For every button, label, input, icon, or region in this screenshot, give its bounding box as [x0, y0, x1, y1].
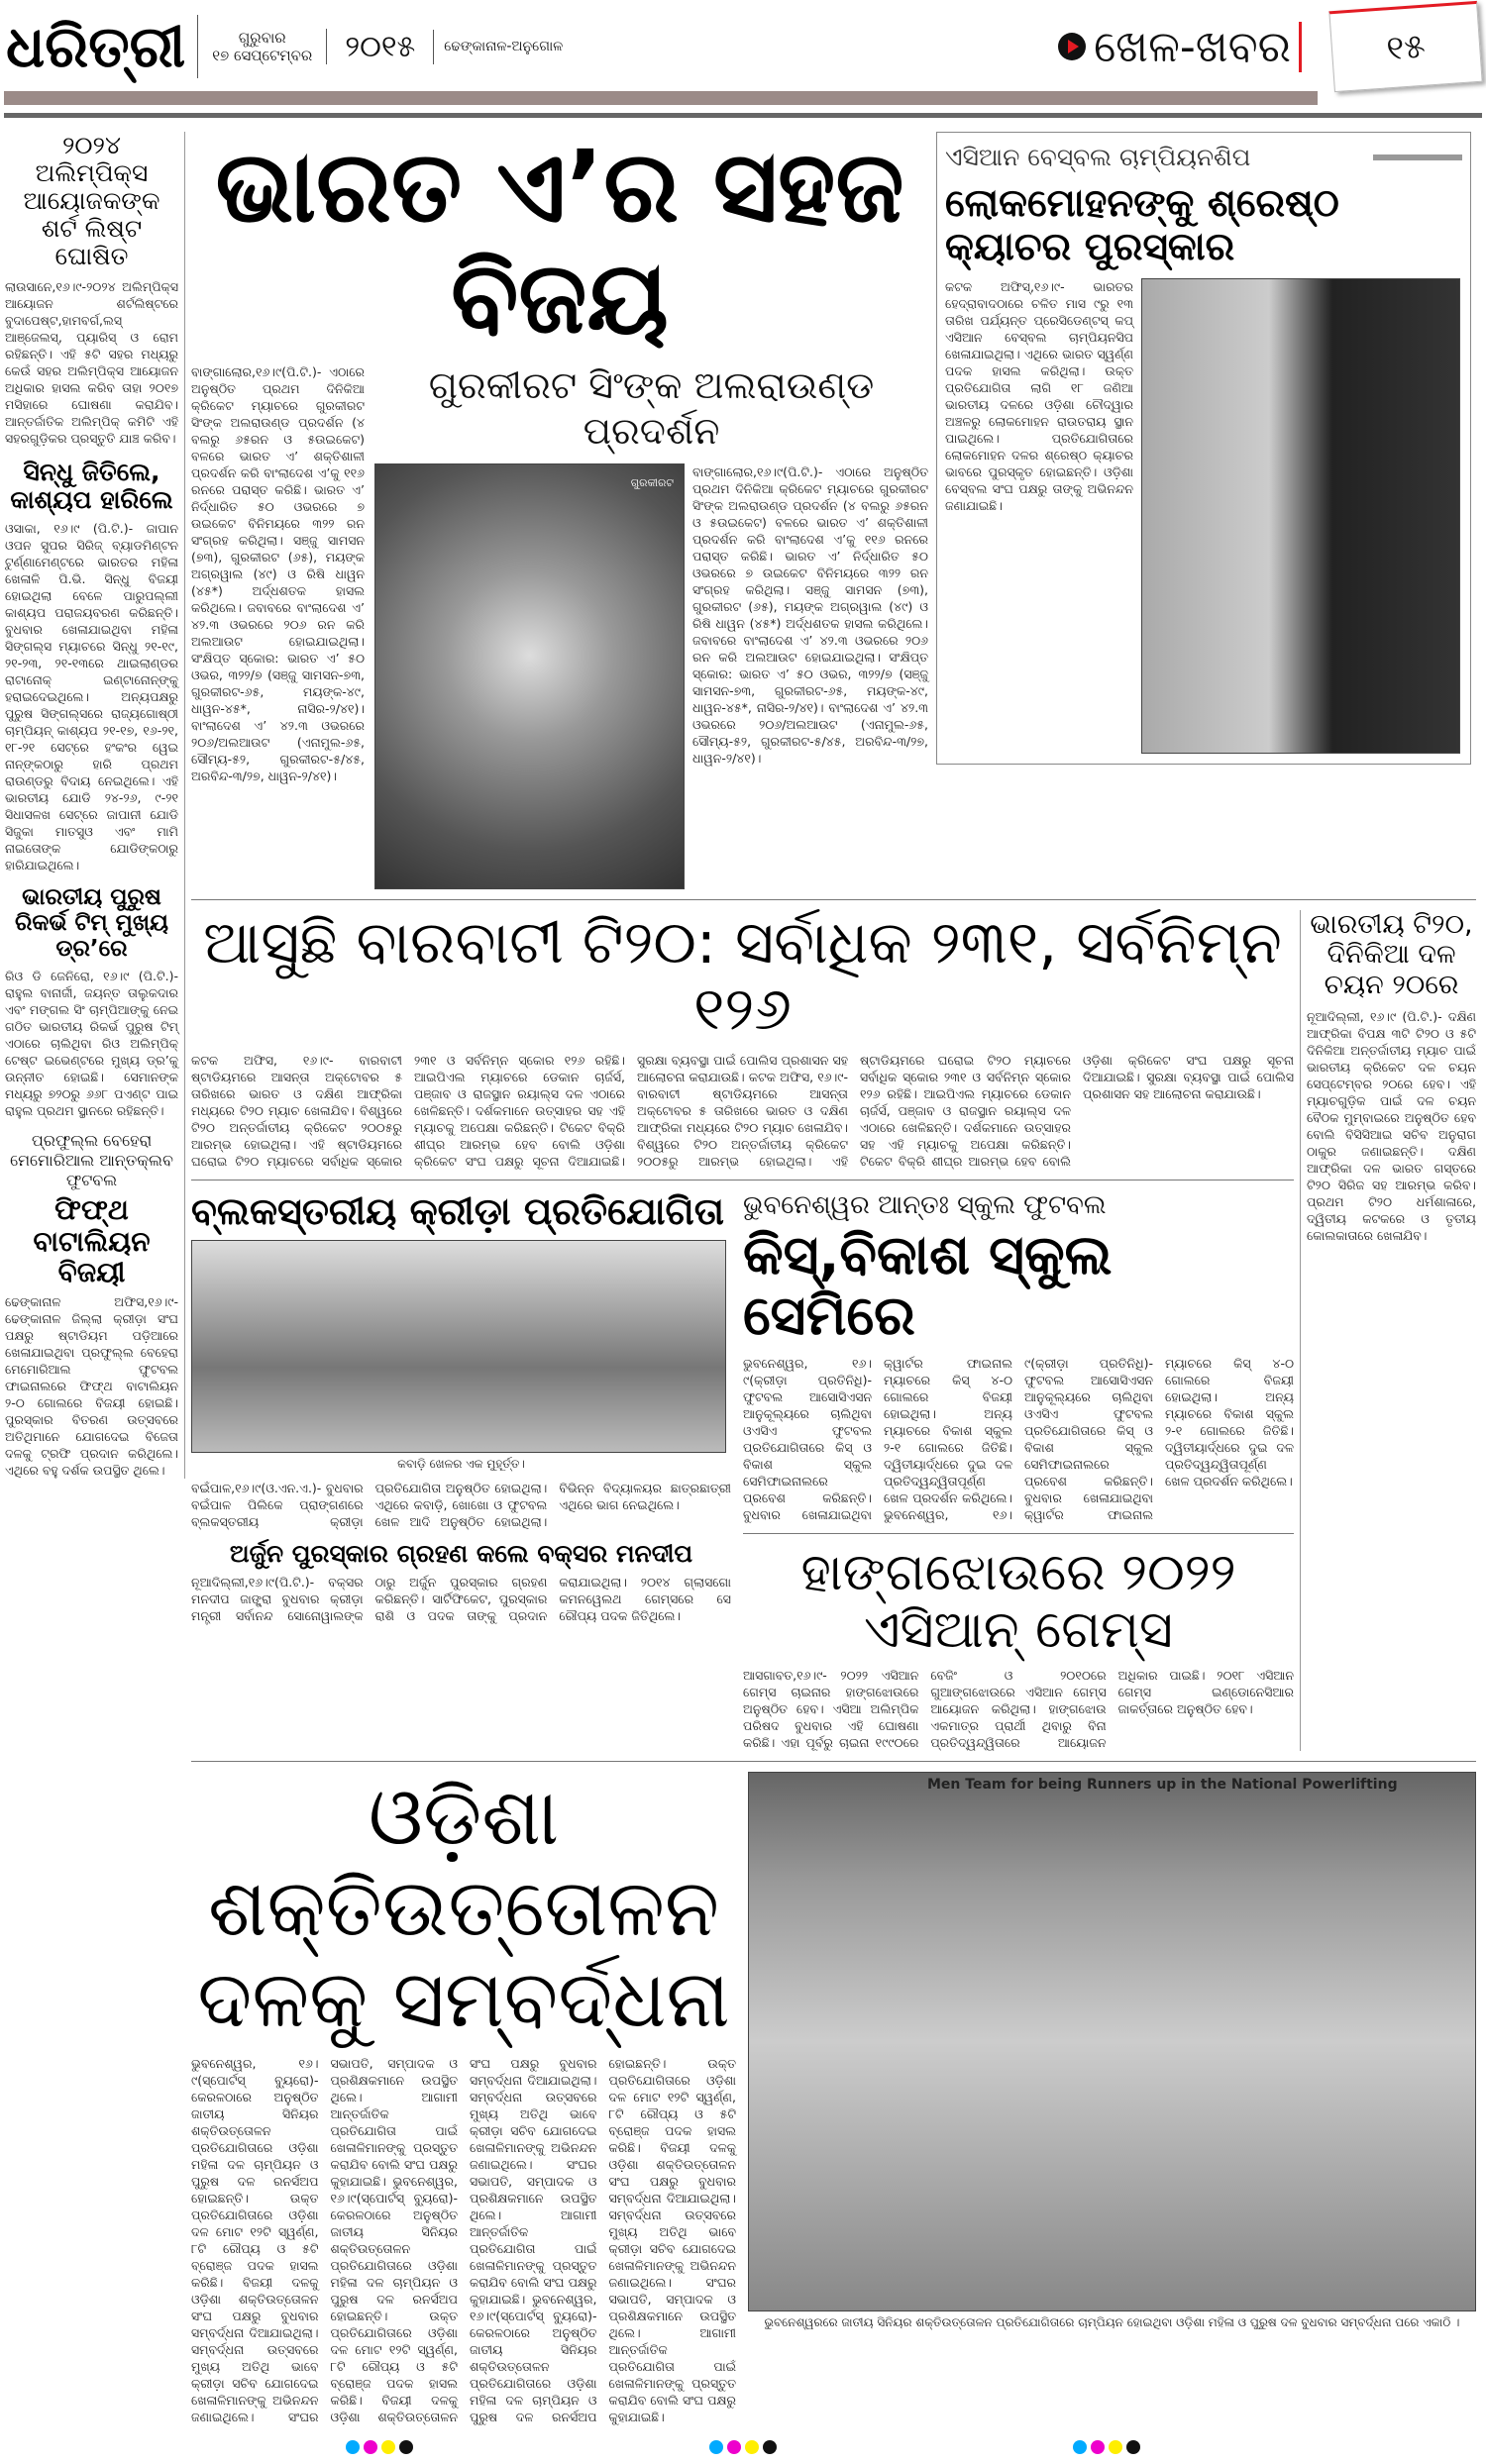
lead-headline: ଭାରତ ଏ’ର ସହଜ ବିଜୟ: [215, 129, 904, 356]
lead-subheadline: ଗୁରକୀରଟ ସିଂଙ୍କ ଅଲରାଉଣ୍ଡ ପ୍ରଦର୍ଶନ: [428, 363, 875, 453]
t20-body: କଟକ ଅଫିସ, ୧୬।୯- ବାରବାଟୀ ଷ୍ଟାଡିୟମରେ ଆସନ୍ତା ଅକ୍ଟୋବର ୫ ତାରିଖରେ ଭାରତ ଓ ଦକ୍ଷିଣ ଆଫ୍ରିକା ମଧ୍ୟରେ ଟି୨୦ ମ୍ୟାଚ ଖେଳାଯିବ। ବିଶ୍ୱରେ ଟି୨୦ ଅନ୍ତର୍ଜାତୀୟ କ୍ରିକେଟ ୨୦୦୫ରୁ ଆରମ୍ଭ ହୋଇଥିଲା। ଏହି ଷ୍ଟାଡିୟମରେ ଘରୋଇ ଟି୨୦ ମ୍ୟାଚରେ ସର୍ବାଧିକ ସ୍କୋର ୨୩୧ ଓ ସର୍ବନିମ୍ନ ସ୍କୋର ୧୨୬ ରହିଛି। ଆଇପିଏଲ ମ୍ୟାଚରେ ଡେକାନ ଚାର୍ଜର୍ସ, ପଞ୍ଜାବ ଓ ରାଜସ୍ଥାନ ରୟାଲ୍ସ ଦଳ ଏଠାରେ ଖେଳିଛନ୍ତି। ଦର୍ଶକମାନେ ଉତ୍ସାହର ସହ ଏହି ମ୍ୟାଚକୁ ଅପେକ୍ଷା କରିଛନ୍ତି। ଟିକେଟ ବିକ୍ରି ଶୀଘ୍ର ଆରମ୍ଭ ହେବ ବୋଲି ଓଡ଼ିଶା କ୍ରିକେଟ ସଂଘ ପକ୍ଷରୁ ସୂଚନା ଦିଆଯାଇଛି। ସୁରକ୍ଷା ବ୍ୟବସ୍ଥା ପାଇଁ ପୋଲିସ ପ୍ରଶାସନ ସହ ଆଲୋଚନା କରାଯାଉଛି। କଟକ ଅଫିସ, ୧୬।୯- ବାରବାଟୀ ଷ୍ଟାଡିୟମରେ ଆସନ୍ତା ଅକ୍ଟୋବର ୫ ତାରିଖରେ ଭାରତ ଓ ଦକ୍ଷିଣ ଆଫ୍ରିକା ମଧ୍ୟରେ ଟି୨୦ ମ୍ୟାଚ ଖେଳାଯିବ। ବିଶ୍ୱରେ ଟି୨୦ ଅନ୍ତର୍ଜାତୀୟ କ୍ରିକେଟ ୨୦୦୫ରୁ ଆରମ୍ଭ ହୋଇଥିଲା। ଏହି ଷ୍ଟାଡିୟମରେ ଘରୋଇ ଟି୨୦ ମ୍ୟାଚରେ ସର୍ବାଧିକ ସ୍କୋର ୨୩୧ ଓ ସର୍ବନିମ୍ନ ସ୍କୋର ୧୨୬ ରହିଛି। ଆଇପିଏଲ ମ୍ୟାଚରେ ଡେକାନ ଚାର୍ଜର୍ସ, ପଞ୍ଜାବ ଓ ରାଜସ୍ଥାନ ରୟାଲ୍ସ ଦଳ ଏଠାରେ ଖେଳିଛନ୍ତି। ଦର୍ଶକମାନେ ଉତ୍ସାହର ସହ ଏହି ମ୍ୟାଚକୁ ଅପେକ୍ଷା କରିଛନ୍ତି। ଟିକେଟ ବିକ୍ରି ଶୀଘ୍ର ଆରମ୍ଭ ହେବ ବୋଲି ଓଡ଼ିଶା କ୍ରିକେଟ ସଂଘ ପକ୍ଷରୁ ସୂଚନା ଦିଆଯାଇଛି। ସୁରକ୍ଷା ବ୍ୟବସ୍ଥା ପାଇଁ ପୋଲିସ ପ୍ରଶାସନ ସହ ଆଲୋଚନା କରାଯାଉଛି।: [191, 1052, 1294, 1169]
sindhu-body: ଓସାକା, ୧୬।୯ (ପି.ଟି.)- ଜାପାନ ଓପନ ସୁପର ସିରିଜ୍ ବ୍ୟାଡମିଣ୍ଟନ ଟୁର୍ଣ୍ଣାମେଣ୍ଟରେ ଭାରତର ମହିଳା ଖେଳାଳି ପି.ଭି. ସିନ୍ଧୁ ବିଜୟୀ ହୋଇଥିଲା ବେଳେ ପାରୁପଲ୍ଲୀ କାଶ୍ୟପ ପରାଜୟବରଣ କରିଛନ୍ତି। ବୁଧବାର ଖେଳାଯାଇଥିବା ମହିଳା ସିଙ୍ଗଲ୍ସ ମ୍ୟାଚରେ ସିନ୍ଧୁ ୨୧-୧୯, ୨୧-୨୩, ୨୧-୧୩ରେ ଥାଇଲାଣ୍ଡର ରାଟାନୋକ୍ ଇଣ୍ଟାନୋନ୍‌ଙ୍କୁ ହରାଇଦେଇଥିଲେ। ଅନ୍ୟପକ୍ଷରୁ ପୁରୁଷ ସିଙ୍ଗଲ୍ସରେ ରାଜ୍ୟଗୋଷ୍ଠୀ ଚାମ୍ପିୟନ୍ କାଶ୍ୟପ ୨୧-୧୭, ୧୬-୨୧, ୧୮-୨୧ ସେଟ୍‌ରେ ହଂକଂର ୱେଇ ନାନ୍‌ଙ୍କଠାରୁ ହାରି ପ୍ରଥମ ରାଉଣ୍ଡରୁ ବିଦାୟ ନେଇଥିଲେ। ଏହି ଭାରତୀୟ ଯୋଡି ୨୪-୨୬, ୯-୨୧ ସିଧାସଳଖ ସେଟ୍‌ରେ ଜାପାନୀ ଯୋଡି ସିଜୁକା ମାତସୁଓ ଏବଂ ମାମି ନାଇତୋଙ୍କ ଯୋଡିଙ୍କଠାରୁ ହାରିଯାଇଥିଲେ।: [5, 521, 178, 873]
lead-photo-cricketer: [374, 463, 685, 889]
battalion-body: ଢେଙ୍କାନାଳ ଅଫିସ,୧୬।୯- ଢେଙ୍କାନାଳ ଜିଲ୍ଲା କ୍ରୀଡ଼ା ସଂଘ ପକ୍ଷରୁ ଷ୍ଟାଡିୟମ ପଡ଼ିଆରେ ଖେଳାଯାଇଥିବା ପ୍ରଫୁଲ୍ଲ ବେହେରା ମେମୋରିଆଲ ଫୁଟବଲ ଫାଇନାଲରେ ଫିଫ୍ଥ ବାଟାଲିୟନ ୨-୦ ଗୋଲରେ ବିଜୟୀ ହୋଇଛି। ପୁରସ୍କାର ବିତରଣ ଉତ୍ସବରେ ଅତିଥିମାନେ ଯୋଗଦେଇ ବିଜେତା ଦଳକୁ ଟ୍ରଫି ପ୍ରଦାନ କରିଥିଲେ। ଏଥିରେ ବହୁ ଦର୍ଶକ ଉପସ୍ଥିତ ଥିଲେ।: [5, 1294, 178, 1479]
t20-headline: ଆସୁଛି ବାରବାଟୀ ଟି୨୦: ସର୍ବାଧିକ ୨୩୧, ସର୍ବନିମ୍ନ ୧୨୬: [203, 908, 1282, 1045]
powerlifting-caption: ଭୁବନେଶ୍ୱରରେ ଜାତୀୟ ସିନିୟର ଶକ୍ତିଉତ୍ତୋଳନ ପ୍ରତିଯୋଗିତାରେ ଚାମ୍ପିୟନ ହୋଇଥିବା ଓଡ଼ିଶା ମହିଳା ଓ ପୁରୁଷ ଦଳ ବୁଧବାର ସମ୍ବର୍ଦ୍ଧନା ପରେ ଏକାଠି ।: [764, 2315, 1460, 2330]
powerlifting-headline: ଓଡ଼ିଶା ଶକ୍ତିଉତ୍ତୋଳନ ଦଳକୁ ସମ୍ବର୍ଦ୍ଧନା: [197, 1771, 730, 2046]
olympics-headline: ୨୦୨୪ ଅଲିମ୍ପିକ୍ସ ଆୟୋଜକଙ୍କ ଶର୍ଟ ଲିଷ୍ଟ ଘୋଷିତ: [23, 131, 160, 270]
edition-name: ଢେଙ୍କାନାଳ-ଅନୁଗୋଳ: [444, 39, 564, 54]
header-band: [4, 91, 1318, 105]
block-sports-body: ବଇଁପାଳ,୧୬।୯(ଓ.ଏନ.ଏ.)- ବୁଧବାର ବଇଁପାଳ ପିଲିକେ ପ୍ରାଙ୍ଗଣରେ ବ୍ଲକସ୍ତରୀୟ କ୍ରୀଡ଼ା ପ୍ରତିଯୋଗିତା ଅନୁଷ୍ଠିତ ହୋଇଥିଲା। ଏଥିରେ କବାଡ଼ି, ଖୋଖୋ ଓ ଫୁଟବଲ ଖେଳ ଆଦି ଅନୁଷ୍ଠିତ ହୋଇଥିଲା। ବିଭିନ୍ନ ବିଦ୍ୟାଳୟର ଛାତ୍ରଛାତ୍ରୀ ଏଥିରେ ଭାଗ ନେଇଥିଲେ।: [191, 1481, 731, 1530]
baseball-box: [936, 132, 1471, 765]
squad-body: ନୂଆଦିଲ୍ଲୀ, ୧୬।୯ (ପି.ଟି.)- ଦକ୍ଷିଣ ଆଫ୍ରିକା ବିପକ୍ଷ ୩ଟି ଟି୨୦ ଓ ୫ଟି ଦିନିକିଆ ଅନ୍ତର୍ଜାତୀୟ ମ୍ୟାଚ ପାଇଁ ଭାରତୀୟ କ୍ରିକେଟ ଦଳ ଚୟନ ସେପ୍ଟେମ୍ବର ୨୦ରେ ହେବ। ଏହି ମ୍ୟାଚଗୁଡ଼ିକ ପାଇଁ ଦଳ ଚୟନ ବୈଠକ ମୁମ୍ବାଇରେ ଅନୁଷ୍ଠିତ ହେବ ବୋଲି ବିସିସିଆଇ ସଚିବ ଅନୁରାଗ ଠାକୁର ଜଣାଇଛନ୍ତି। ଦକ୍ଷିଣ ଆଫ୍ରିକା ଦଳ ଭାରତ ଗସ୍ତରେ ଟି୨୦ ସିରିଜ ସହ ଆରମ୍ଭ କରିବ। ପ୍ରଥମ ଟି୨୦ ଧର୍ମଶାଳାରେ, ଦ୍ୱିତୀୟ କଟକରେ ଓ ତୃତୀୟ କୋଲକାତାରେ ଖେଳାଯିବ।: [1307, 1008, 1476, 1243]
photo-label: ଗୁରକୀରଟ: [630, 476, 674, 490]
arjuna-body: ନୂଆଦିଲ୍ଲୀ,୧୬।୯(ପି.ଟି.)- ବକ୍ସର ମନଦୀପ ଜାଙ୍ଗ୍ରା ବୁଧବାର କ୍ରୀଡ଼ା ମନ୍ତ୍ରୀ ସର୍ବାନନ୍ଦ ସୋନୋୱାଲଙ୍କ ଠାରୁ ଅର୍ଜୁନ ପୁରସ୍କାର ଗ୍ରହଣ କରିଛନ୍ତି। ସାର୍ଟିଫିକେଟ, ପୁରସ୍କାର ରାଶି ଓ ପଦକ ତାଙ୍କୁ ପ୍ରଦାନ କରାଯାଇଥିଲା। ୨୦୧୪ ଗ୍ଲାସଗୋ କମନୱେଲଥ ଗେମ୍ସରେ ସେ ରୌପ୍ୟ ପଦକ ଜିତିଥିଲେ।: [191, 1575, 731, 1624]
kis-kicker: ଭୁବନେଶ୍ୱର ଆନ୍ତଃ ସ୍କୁଲ ଫୁଟବଲ: [743, 1189, 1107, 1220]
powerlifting-team-photo: [748, 1772, 1476, 2311]
recurve-body: ରିଓ ଡି ଜେନିରୋ, ୧୬।୯ (ପି.ଟି.)- ରାହୁଲ ବାନାର୍ଜୀ, ଜୟନ୍ତ ତାଲୁକଦାର ଏବଂ ମଙ୍ଗଲ ସିଂ ଚାମ୍ପିଆଙ୍କୁ ନେଇ ଗଠିତ ଭାରତୀୟ ରିକର୍ଭ ପୁରୁଷ ଟିମ୍ ଏଠାରେ ଚାଲିଥିବା ରିଓ ଅଲିମ୍ପିକ୍ ଟେଷ୍ଟ ଇଭେଣ୍ଟରେ ମୁଖ୍ୟ ଡ୍ର’କୁ ଉନ୍ନୀତ ହୋଇଛି। ସେମାନଙ୍କ ମଧ୍ୟରୁ ୭୨୦ରୁ ୬୬୮ ପଏଣ୍ଟ ପାଇ ରାହୁଲ ପ୍ରଥମ ସ୍ଥାନରେ ରହିଛନ୍ତି।: [5, 969, 178, 1119]
header-rule: [4, 113, 1482, 118]
masthead: [0, 0, 1486, 87]
sindhu-headline: ସିନ୍ଧୁ ଜିତିଲେ, କାଶ୍ୟପ ହାରିଲେ: [10, 458, 173, 514]
play-bullet-icon: [1058, 33, 1086, 60]
asian-games-headline: ହାଙ୍ଗଝୋଉରେ ୨୦୨୨ ଏସିଆନ୍ ଗେମ୍ସ: [800, 1542, 1236, 1660]
page-number: ୧୫: [1385, 26, 1427, 69]
print-registration-marks: [0, 2425, 1486, 2464]
page-number-tab: [1328, 1, 1482, 92]
block-sports-headline: ବ୍ଲକସ୍ତରୀୟ କ୍ରୀଡ଼ା ପ୍ରତିଯୋଗିତା: [191, 1188, 724, 1233]
football-kicker: ପ୍ରଫୁଲ୍ଲ ବେହେରା ମେମୋରିଆଲ ଆନ୍ତକ୍ଲବ ଫୁଟବଲ: [10, 1131, 173, 1190]
issue-day: ଗୁରୁବାର: [238, 29, 286, 47]
arjuna-headline: ଅର୍ଜୁନ ପୁରସ୍କାର ଗ୍ରହଣ କଲେ ବକ୍ସର ମନଦୀପ: [229, 1539, 693, 1569]
baseball-headline: ଲୋକମୋହନଙ୍କୁ ଶ୍ରେଷ୍ଠ କ୍ୟାଚର ପୁରସ୍କାର: [945, 181, 1339, 269]
section-title: ଖେଳ-ଖବର: [1094, 22, 1302, 72]
baseball-photo-lokamohan: [1141, 278, 1460, 754]
olympics-body: ଲାଉସାନେ,୧୬।୯-୨୦୨୪ ଅଲିମ୍ପିକ୍ସ ଆୟୋଜନ ଶର୍ଟଲିଷ୍ଟରେ ବୁଦାପେଷ୍ଟ,ହାମବର୍ଗ,ଲସ୍ ଆଞ୍ଜେଲସ୍, ପ୍ୟାରିସ୍ ଓ ରୋମ ରହିଛନ୍ତି। ଏହି ୫ଟି ସହର ମଧ୍ୟରୁ କେଉଁ ସହର ଅଲିମ୍ପିକ୍ସ ଆୟୋଜନ ଅଧିକାର ହାସଲ କରିବ ତାହା ୨୦୧୭ ମସିହାରେ ଘୋଷଣା କରାଯିବ। ଆନ୍ତର୍ଜାତିକ ଅଲିମ୍ପିକ୍ କମିଟି ଏହି ସହରଗୁଡ଼ିକର ପ୍ରସ୍ତୁତି ଯାଞ୍ଚ କରିବ।: [5, 279, 178, 446]
newspaper-logo: ଧରିତ୍ରୀ: [6, 15, 198, 79]
kis-headline: କିସ୍,ବିକାଶ ସ୍କୁଲ ସେମିରେ: [743, 1222, 1113, 1348]
asian-games-body: ଆସଗାବତ,୧୬।୯- ୨୦୨୨ ଏସିଆନ ଗେମ୍ସ ଚାଇନାର ହାଙ୍ଗଝୋଉରେ ଅନୁଷ୍ଠିତ ହେବ। ଏସିଆ ଅଲିମ୍ପିକ ପରିଷଦ ବୁଧବାର ଏହି ଘୋଷଣା କରିଛି। ଏହା ପୂର୍ବରୁ ଚାଇନା ୧୯୯୦ରେ ବେଜିଂ ଓ ୨୦୧୦ରେ ଗୁଆଙ୍ଗଝୋଉରେ ଏସିଆନ ଗେମ୍ସ ଆୟୋଜନ କରିଥିଲା। ହାଙ୍ଗଝୋଉ ଏକମାତ୍ର ପ୍ରାର୍ଥୀ ଥିବାରୁ ବିନା ପ୍ରତିଦ୍ୱନ୍ଦ୍ୱିତାରେ ଆୟୋଜନ ଅଧିକାର ପାଇଛି। ୨୦୧୮ ଏସିଆନ ଗେମ୍ସ ଇଣ୍ଡୋନେସିଆର ଜାକର୍ତ୍ତାରେ ଅନୁଷ୍ଠିତ ହେବ।: [743, 1668, 1294, 1751]
powerlifting-body: ଭୁବନେଶ୍ୱର, ୧୬।୯(ସ୍ପୋର୍ଟସ୍ ବ୍ୟୁରୋ)- କେରଳଠାରେ ଅନୁଷ୍ଠିତ ଜାତୀୟ ସିନିୟର ଶକ୍ତିଉତ୍ତୋଳନ ପ୍ରତିଯୋଗିତାରେ ଓଡ଼ିଶା ମହିଳା ଦଳ ଚାମ୍ପିୟନ ଓ ପୁରୁଷ ଦଳ ରନର୍ସଅପ ହୋଇଛନ୍ତି। ଉକ୍ତ ପ୍ରତିଯୋଗିତାରେ ଓଡ଼ିଶା ଦଳ ମୋଟ ୧୨ଟି ସ୍ୱର୍ଣ୍ଣ, ୮ଟି ରୌପ୍ୟ ଓ ୫ଟି ବ୍ରୋଞ୍ଜ ପଦକ ହାସଲ କରିଛି। ବିଜୟୀ ଦଳକୁ ଓଡ଼ିଶା ଶକ୍ତିଉତ୍ତୋଳନ ସଂଘ ପକ୍ଷରୁ ବୁଧବାର ସମ୍ବର୍ଦ୍ଧନା ଦିଆଯାଇଥିଲା। ସମ୍ବର୍ଦ୍ଧନା ଉତ୍ସବରେ ମୁଖ୍ୟ ଅତିଥି ଭାବେ କ୍ରୀଡ଼ା ସଚିବ ଯୋଗଦେଇ ଖେଳାଳିମାନଙ୍କୁ ଅଭିନନ୍ଦନ ଜଣାଇଥିଲେ। ସଂଘର ସଭାପତି, ସମ୍ପାଦକ ଓ ପ୍ରଶିକ୍ଷକମାନେ ଉପସ୍ଥିତ ଥିଲେ। ଆଗାମୀ ଆନ୍ତର୍ଜାତିକ ପ୍ରତିଯୋଗିତା ପାଇଁ ଖେଳାଳିମାନଙ୍କୁ ପ୍ରସ୍ତୁତ କରାଯିବ ବୋଲି ସଂଘ ପକ୍ଷରୁ କୁହାଯାଇଛି। ଭୁବନେଶ୍ୱର, ୧୬।୯(ସ୍ପୋର୍ଟସ୍ ବ୍ୟୁରୋ)- କେରଳଠାରେ ଅନୁଷ୍ଠିତ ଜାତୀୟ ସିନିୟର ଶକ୍ତିଉତ୍ତୋଳନ ପ୍ରତିଯୋଗିତାରେ ଓଡ଼ିଶା ମହିଳା ଦଳ ଚାମ୍ପିୟନ ଓ ପୁରୁଷ ଦଳ ରନର୍ସଅପ ହୋଇଛନ୍ତି। ଉକ୍ତ ପ୍ରତିଯୋଗିତାରେ ଓଡ଼ିଶା ଦଳ ମୋଟ ୧୨ଟି ସ୍ୱର୍ଣ୍ଣ, ୮ଟି ରୌପ୍ୟ ଓ ୫ଟି ବ୍ରୋଞ୍ଜ ପଦକ ହାସଲ କରିଛି। ବିଜୟୀ ଦଳକୁ ଓଡ଼ିଶା ଶକ୍ତିଉତ୍ତୋଳନ ସଂଘ ପକ୍ଷରୁ ବୁଧବାର ସମ୍ବର୍ଦ୍ଧନା ଦିଆଯାଇଥିଲା। ସମ୍ବର୍ଦ୍ଧନା ଉତ୍ସବରେ ମୁଖ୍ୟ ଅତିଥି ଭାବେ କ୍ରୀଡ଼ା ସଚିବ ଯୋଗଦେଇ ଖେଳାଳିମାନଙ୍କୁ ଅଭିନନ୍ଦନ ଜଣାଇଥିଲେ। ସଂଘର ସଭାପତି, ସମ୍ପାଦକ ଓ ପ୍ରଶିକ୍ଷକମାନେ ଉପସ୍ଥିତ ଥିଲେ। ଆଗାମୀ ଆନ୍ତର୍ଜାତିକ ପ୍ରତିଯୋଗିତା ପାଇଁ ଖେଳାଳିମାନଙ୍କୁ ପ୍ରସ୍ତୁତ କରାଯିବ ବୋଲି ସଂଘ ପକ୍ଷରୁ କୁହାଯାଇଛି। ଭୁବନେଶ୍ୱର, ୧୬।୯(ସ୍ପୋର୍ଟସ୍ ବ୍ୟୁରୋ)- କେରଳଠାରେ ଅନୁଷ୍ଠିତ ଜାତୀୟ ସିନିୟର ଶକ୍ତିଉତ୍ତୋଳନ ପ୍ରତିଯୋଗିତାରେ ଓଡ଼ିଶା ମହିଳା ଦଳ ଚାମ୍ପିୟନ ଓ ପୁରୁଷ ଦଳ ରନର୍ସଅପ ହୋଇଛନ୍ତି। ଉକ୍ତ ପ୍ରତିଯୋଗିତାରେ ଓଡ଼ିଶା ଦଳ ମୋଟ ୧୨ଟି ସ୍ୱର୍ଣ୍ଣ, ୮ଟି ରୌପ୍ୟ ଓ ୫ଟି ବ୍ରୋଞ୍ଜ ପଦକ ହାସଲ କରିଛି। ବିଜୟୀ ଦଳକୁ ଓଡ଼ିଶା ଶକ୍ତିଉତ୍ତୋଳନ ସଂଘ ପକ୍ଷରୁ ବୁଧବାର ସମ୍ବର୍ଦ୍ଧନା ଦିଆଯାଇଥିଲା। ସମ୍ବର୍ଦ୍ଧନା ଉତ୍ସବରେ ମୁଖ୍ୟ ଅତିଥି ଭାବେ କ୍ରୀଡ଼ା ସଚିବ ଯୋଗଦେଇ ଖେଳାଳିମାନଙ୍କୁ ଅଭିନନ୍ଦନ ଜଣାଇଥିଲେ। ସଂଘର ସଭାପତି, ସମ୍ପାଦକ ଓ ପ୍ରଶିକ୍ଷକମାନେ ଉପସ୍ଥିତ ଥିଲେ। ଆଗାମୀ ଆନ୍ତର୍ଜାତିକ ପ୍ରତିଯୋଗିତା ପାଇଁ ଖେଳାଳିମାନଙ୍କୁ ପ୍ରସ୍ତୁତ କରାଯିବ ବୋଲି ସଂଘ ପକ୍ଷରୁ କୁହାଯାଇଛି।: [191, 2056, 736, 2425]
photo-banner-text: Men Team for being Runners up in the National Powerlifting: [927, 1777, 1398, 1794]
battalion-headline: ଫିଫ୍ଥ ବାଟାଲିୟନ ବିଜୟୀ: [33, 1193, 151, 1288]
squad-headline: ଭାରତୀୟ ଟି୨୦, ଦିନିକିଆ ଦଳ ଚୟନ ୨୦ରେ: [1310, 909, 1473, 1000]
baseball-body: କଟକ ଅଫିସ୍,୧୬।୯- ଭାରତର ହେଦ୍ରାବାଦଠାରେ ଚଳିତ ମାସ ୯ରୁ ୧୩ ତାରିଖ ପର୍ଯ୍ୟନ୍ତ ପ୍ରେସିଡେଣ୍ଟସ୍ କପ୍ ଏସିଆନ ବେସ୍‌ବଲ ଚାମ୍ପିୟନସିପ ଖେଳାଯାଇଥିଲା। ଏଥିରେ ଭାରତ ସ୍ୱର୍ଣ୍ଣ ପଦକ ହାସଲ କରିଥିଲା। ଉକ୍ତ ପ୍ରତିଯୋଗିତା ଲାଗି ୧୮ ଜଣିଆ ଭାରତୀୟ ଦଳରେ ଓଡ଼ିଶା ଚୌଦ୍ୱାର ଅଞ୍ଚଳରୁ ଲୋକମୋହନ ରାଉତରାୟ ସ୍ଥାନ ପାଇଥିଲେ। ପ୍ରତିଯୋଗିତାରେ ଲୋକମୋହନ ଦଳର ଶ୍ରେଷ୍ଠ କ୍ୟାଚର ଭାବରେ ପୁରସ୍କୃତ ହୋଇଛନ୍ତି। ଓଡ଼ିଶା ବେସ୍‌ବଲ ସଂଘ ପକ୍ଷରୁ ତାଙ୍କୁ ଅଭିନନ୍ଦନ ଜଣାଯାଇଛି।: [945, 279, 1133, 514]
lead-story: [191, 129, 936, 889]
recurve-headline: ଭାରତୀୟ ପୁରୁଷ ରିକର୍ଭ ଟିମ୍ ମୁଖ୍ୟ ଡ୍ର’ରେ: [14, 884, 169, 962]
issue-date: ୧୭ ସେପ୍ଟେମ୍ବର: [212, 47, 313, 64]
issue-year: ୨୦୧୫: [327, 30, 434, 64]
baseball-kicker: ଏସିଆନ ବେସ୍‌ବଲ ଚାମ୍ପିୟନଶିପ: [945, 143, 1251, 171]
left-column: [5, 132, 185, 1479]
kabaddi-photo: [191, 1240, 726, 1453]
lead-body-left: ବାଙ୍ଗାଲୋର,୧୬।୯(ପି.ଟି.)- ଏଠାରେ ଅନୁଷ୍ଠିତ ପ୍ରଥମ ଦିନିକିଆ କ୍ରିକେଟ ମ୍ୟାଚରେ ଗୁରକୀରଟ ସିଂଙ୍କ ଅଲରାଉଣ୍ଡ ପ୍ରଦର୍ଶନ (୪ ବଲରୁ ୬୫ରନ ଓ ୫ଉଇକେଟ) ବଳରେ ଭାରତ ଏ’ ଶକ୍ତିଶାଳୀ ପ୍ରଦର୍ଶନ କରି ବାଂଲାଦେଶ ଏ’କୁ ୧୧୬ ରନରେ ପରାସ୍ତ କରିଛି। ଭାରତ ଏ’ ନିର୍ଦ୍ଧାରିତ ୫୦ ଓଭରରେ ୭ ଉଇକେଟ ବିନିମୟରେ ୩୨୨ ରନ ସଂଗ୍ରହ କରିଥିଲା। ସଞ୍ଜୁ ସାମସନ (୭୩), ଗୁରକୀରଟ (୬୫), ମୟଙ୍କ ଅଗ୍ରୱାଲ (୪୯) ଓ ରିଷି ଧାୱନ (୪୫*) ଅର୍ଦ୍ଧଶତକ ହାସଲ କରିଥିଲେ। ଜବାବରେ ବାଂଲାଦେଶ ଏ’ ୪୨.୩ ଓଭରରେ ୨୦୬ ରନ କରି ଅଲଆଉଟ ହୋଇଯାଇଥିଲା। ସଂକ୍ଷିପ୍ତ ସ୍କୋର: ଭାରତ ଏ’ ୫୦ ଓଭର, ୩୨୨/୭ (ସଞ୍ଜୁ ସାମସନ-୭୩, ଗୁରକୀରଟ-୬୫, ମୟଙ୍କ-୪୯, ଧାୱନ-୪୫*, ନାସିର-୨/୪୧)। ବାଂଲାଦେଶ ଏ’ ୪୨.୩ ଓଭରରେ ୨୦୬/ଅଲଆଉଟ (ଏନାମୁଲ-୬୫, ସୌମ୍ୟ-୫୨, ଗୁରକୀରଟ-୫/୪୫, ଅରବିନ୍ଦ-୩/୨୭, ଧାୱନ-୨/୪୧)।: [191, 364, 365, 783]
kis-body: ଭୁବନେଶ୍ୱର, ୧୬।୯(କ୍ରୀଡ଼ା ପ୍ରତିନିଧି)- ଫୁଟବଲ ଆସୋସିଏସନ ଆନୁକୂଲ୍ୟରେ ଚାଲିଥିବା ଓଏସିଏ ଫୁଟବଲ ପ୍ରତିଯୋଗିତାରେ କିସ୍ ଓ ବିକାଶ ସ୍କୁଲ ସେମିଫାଇନାଲରେ ପ୍ରବେଶ କରିଛନ୍ତି। ବୁଧବାର ଖେଳାଯାଇଥିବା କ୍ୱାର୍ଟର ଫାଇନାଲ ମ୍ୟାଚରେ କିସ୍ ୪-୦ ଗୋଲରେ ବିଜୟୀ ହୋଇଥିଲା। ଅନ୍ୟ ମ୍ୟାଚରେ ବିକାଶ ସ୍କୁଲ ୨-୧ ଗୋଲରେ ଜିତିଛି। ଦ୍ୱିତୀୟାର୍ଦ୍ଧରେ ଦୁଇ ଦଳ ପ୍ରତିଦ୍ୱନ୍ଦ୍ୱିତାପୂର୍ଣ୍ଣ ଖେଳ ପ୍ରଦର୍ଶନ କରିଥିଲେ। ଭୁବନେଶ୍ୱର, ୧୬।୯(କ୍ରୀଡ଼ା ପ୍ରତିନିଧି)- ଫୁଟବଲ ଆସୋସିଏସନ ଆନୁକୂଲ୍ୟରେ ଚାଲିଥିବା ଓଏସିଏ ଫୁଟବଲ ପ୍ରତିଯୋଗିତାରେ କିସ୍ ଓ ବିକାଶ ସ୍କୁଲ ସେମିଫାଇନାଲରେ ପ୍ରବେଶ କରିଛନ୍ତି। ବୁଧବାର ଖେଳାଯାଇଥିବା କ୍ୱାର୍ଟର ଫାଇନାଲ ମ୍ୟାଚରେ କିସ୍ ୪-୦ ଗୋଲରେ ବିଜୟୀ ହୋଇଥିଲା। ଅନ୍ୟ ମ୍ୟାଚରେ ବିକାଶ ସ୍କୁଲ ୨-୧ ଗୋଲରେ ଜିତିଛି। ଦ୍ୱିତୀୟାର୍ଦ୍ଧରେ ଦୁଇ ଦଳ ପ୍ରତିଦ୍ୱନ୍ଦ୍ୱିତାପୂର୍ଣ୍ଣ ଖେଳ ପ୍ରଦର୍ଶନ କରିଥିଲେ।: [743, 1355, 1294, 1522]
lead-body-right: ବାଙ୍ଗାଲୋର,୧୬।୯(ପି.ଟି.)- ଏଠାରେ ଅନୁଷ୍ଠିତ ପ୍ରଥମ ଦିନିକିଆ କ୍ରିକେଟ ମ୍ୟାଚରେ ଗୁରକୀରଟ ସିଂଙ୍କ ଅଲରାଉଣ୍ଡ ପ୍ରଦର୍ଶନ (୪ ବଲରୁ ୬୫ରନ ଓ ୫ଉଇକେଟ) ବଳରେ ଭାରତ ଏ’ ଶକ୍ତିଶାଳୀ ପ୍ରଦର୍ଶନ କରି ବାଂଲାଦେଶ ଏ’କୁ ୧୧୬ ରନରେ ପରାସ୍ତ କରିଛି। ଭାରତ ଏ’ ନିର୍ଦ୍ଧାରିତ ୫୦ ଓଭରରେ ୭ ଉଇକେଟ ବିନିମୟରେ ୩୨୨ ରନ ସଂଗ୍ରହ କରିଥିଲା। ସଞ୍ଜୁ ସାମସନ (୭୩), ଗୁରକୀରଟ (୬୫), ମୟଙ୍କ ଅଗ୍ରୱାଲ (୪୯) ଓ ରିଷି ଧାୱନ (୪୫*) ଅର୍ଦ୍ଧଶତକ ହାସଲ କରିଥିଲେ। ଜବାବରେ ବାଂଲାଦେଶ ଏ’ ୪୨.୩ ଓଭରରେ ୨୦୬ ରନ କରି ଅଲଆଉଟ ହୋଇଯାଇଥିଲା। ସଂକ୍ଷିପ୍ତ ସ୍କୋର: ଭାରତ ଏ’ ୫୦ ଓଭର, ୩୨୨/୭ (ସଞ୍ଜୁ ସାମସନ-୭୩, ଗୁରକୀରଟ-୬୫, ମୟଙ୍କ-୪୯, ଧାୱନ-୪୫*, ନାସିର-୨/୪୧)। ବାଂଲାଦେଶ ଏ’ ୪୨.୩ ଓଭରରେ ୨୦୬/ଅଲଆଉଟ (ଏନାମୁଲ-୬୫, ସୌମ୍ୟ-୫୨, ଗୁରକୀରଟ-୫/୪୫, ଅରବିନ୍ଦ-୩/୨୭, ଧାୱନ-୨/୪୧)।: [692, 464, 928, 767]
kabaddi-caption: କବାଡ଼ି ଖେଳର ଏକ ମୁହୂର୍ତ୍ତ।: [397, 1457, 525, 1472]
